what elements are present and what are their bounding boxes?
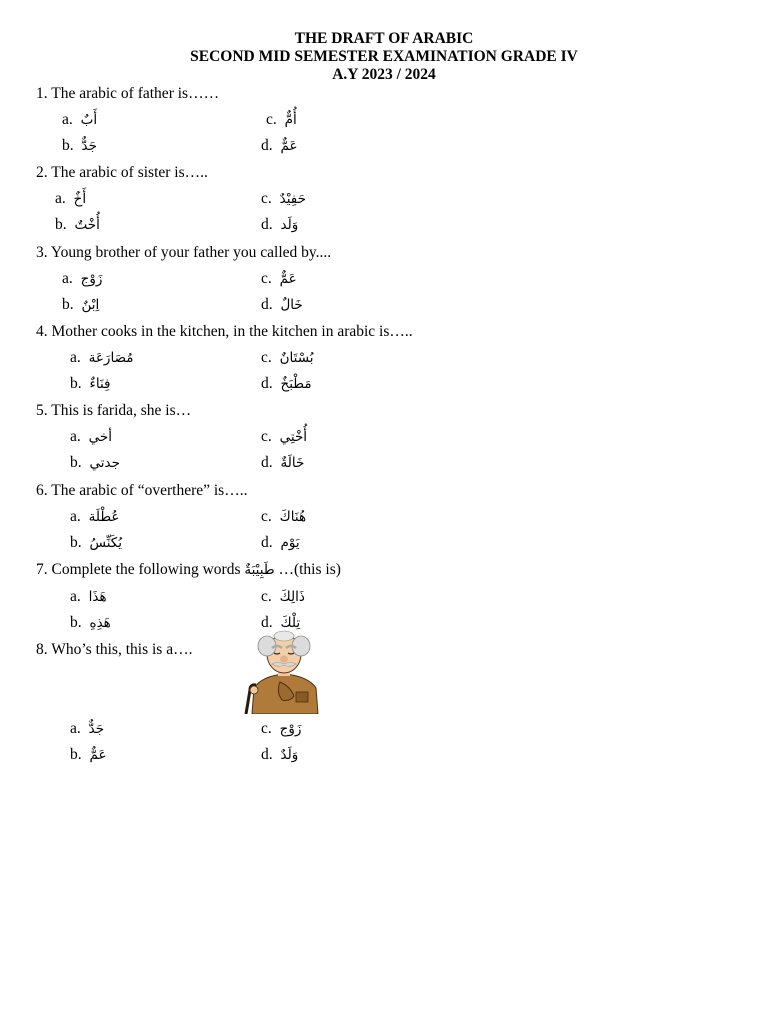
- option-arabic: مُصَارَعَة: [88, 350, 134, 366]
- option-arabic: زَوْج: [279, 721, 302, 737]
- q8-option-a: [70, 720, 104, 738]
- option-label: c.: [261, 428, 272, 445]
- option-arabic: أُخْتٌ: [74, 217, 100, 233]
- question-8: 8. Who’s this, this is a….: [36, 641, 193, 658]
- option-arabic: مَطْبَخٌ: [280, 376, 312, 392]
- q3-option-d: [261, 296, 303, 314]
- option-arabic: زَوْج: [80, 271, 103, 287]
- question-7-arabic-word: طَبِيْبَةٌ: [244, 562, 275, 578]
- option-arabic: جَدٌّ: [81, 138, 97, 154]
- question-1: 1. The arabic of father is……: [36, 85, 220, 102]
- q4-option-a: [70, 349, 134, 367]
- option-label: b.: [55, 216, 67, 233]
- option-label: d.: [261, 216, 273, 233]
- option-arabic: أَبٌ: [80, 112, 98, 128]
- q3-option-a: [62, 270, 102, 288]
- question-2: 2. The arabic of sister is…..: [36, 164, 208, 181]
- q3-option-c: [261, 270, 297, 288]
- option-arabic: فِنَاءٌ: [89, 376, 111, 392]
- option-arabic: بُسْتَانٌ: [279, 350, 314, 366]
- option-arabic: خَالٌ: [280, 297, 303, 313]
- option-arabic: حَفِيْدٌ: [279, 191, 306, 207]
- question-7-prefix: 7. Complete the following words: [36, 561, 245, 578]
- q7-option-c: [261, 588, 305, 606]
- q3-option-b: [62, 296, 99, 314]
- option-arabic: عَمٌّ: [89, 747, 107, 763]
- question-3: 3. Young brother of your father you called by....: [36, 244, 332, 261]
- option-label: a.: [62, 270, 73, 287]
- option-label: d.: [261, 454, 273, 471]
- option-arabic: تِلْكَ: [280, 615, 301, 631]
- option-label: b.: [70, 746, 82, 763]
- q4-option-c: [261, 349, 314, 367]
- option-arabic: أُمٌّ: [284, 112, 297, 128]
- option-label: b.: [70, 534, 82, 551]
- q8-option-b: [70, 746, 107, 764]
- q5-option-c: [261, 428, 307, 446]
- q2-option-c: [261, 190, 306, 208]
- option-arabic: عُطْلَة: [88, 509, 120, 525]
- question-5: 5. This is farida, she is…: [36, 402, 192, 419]
- q7-option-a: [70, 588, 107, 606]
- option-arabic: يُكَنِّسُ: [89, 535, 122, 551]
- question-7-suffix: …(this is): [274, 561, 341, 578]
- q2-option-b: [55, 216, 100, 234]
- q1-option-b: [62, 137, 97, 155]
- q4-option-d: [261, 375, 312, 393]
- option-label: b.: [70, 614, 82, 631]
- question-4: 4. Mother cooks in the kitchen, in the kitchen in arabic is…..: [36, 323, 413, 340]
- option-arabic: عَمٌّ: [280, 138, 298, 154]
- option-label: c.: [261, 270, 272, 287]
- option-arabic: جدتي: [89, 455, 120, 471]
- option-arabic: وَلَدٌ: [280, 747, 299, 763]
- q2-option-a: [55, 190, 86, 208]
- q8-option-d: [261, 746, 298, 764]
- option-label: a.: [55, 190, 66, 207]
- option-arabic: هَذِهِ: [89, 615, 111, 631]
- q6-option-b: [70, 534, 122, 552]
- option-arabic: ذَالِكَ: [279, 589, 305, 605]
- option-label: d.: [261, 137, 273, 154]
- q5-option-b: [70, 454, 120, 472]
- option-arabic: يَوْم: [280, 535, 300, 551]
- option-label: a.: [70, 720, 81, 737]
- grandfather-illustration: [232, 630, 338, 714]
- q6-option-a: [70, 508, 119, 526]
- option-arabic: اِبْنٌ: [81, 297, 100, 313]
- option-label: a.: [70, 428, 81, 445]
- q6-option-c: [261, 508, 306, 526]
- option-arabic: هُنَاكَ: [279, 509, 307, 525]
- option-label: b.: [70, 375, 82, 392]
- option-label: d.: [261, 534, 273, 551]
- option-arabic: خَالَةٌ: [280, 455, 305, 471]
- q1-option-d: [261, 137, 298, 155]
- option-arabic: أَخٌ: [73, 191, 87, 207]
- option-label: d.: [261, 614, 273, 631]
- option-label: d.: [261, 296, 273, 313]
- option-label: c.: [261, 349, 272, 366]
- q1-option-a: [62, 111, 97, 129]
- option-label: c.: [266, 111, 277, 128]
- option-arabic: أخي: [88, 429, 112, 445]
- option-label: a.: [62, 111, 73, 128]
- option-arabic: وَلَد: [280, 217, 299, 233]
- option-label: c.: [261, 190, 272, 207]
- option-label: b.: [62, 296, 74, 313]
- document-title: THE DRAFT OF ARABIC: [294, 30, 474, 47]
- option-label: b.: [62, 137, 74, 154]
- option-label: a.: [70, 508, 81, 525]
- q1-option-c: [266, 111, 297, 129]
- option-label: c.: [261, 588, 272, 605]
- q6-option-d: [261, 534, 300, 552]
- q5-option-a: [70, 428, 112, 446]
- option-arabic: عَمٌّ: [279, 271, 297, 287]
- academic-year: A.Y 2023 / 2024: [332, 66, 436, 83]
- option-label: d.: [261, 746, 273, 763]
- option-label: c.: [261, 508, 272, 525]
- option-label: a.: [70, 349, 81, 366]
- option-label: d.: [261, 375, 273, 392]
- option-label: c.: [261, 720, 272, 737]
- exam-title: SECOND MID SEMESTER EXAMINATION GRADE IV: [190, 48, 578, 65]
- q2-option-d: [261, 216, 298, 234]
- option-label: b.: [70, 454, 82, 471]
- q5-option-d: [261, 454, 304, 472]
- question-7: [36, 561, 341, 579]
- option-arabic: أُخْتِي: [279, 429, 308, 445]
- option-arabic: جَدٌّ: [88, 721, 105, 737]
- q4-option-b: [70, 375, 111, 393]
- option-arabic: هَذَا: [88, 589, 107, 605]
- question-6: 6. The arabic of “overthere” is…..: [36, 482, 248, 499]
- q8-option-c: [261, 720, 301, 738]
- q7-option-b: [70, 614, 111, 632]
- option-label: a.: [70, 588, 81, 605]
